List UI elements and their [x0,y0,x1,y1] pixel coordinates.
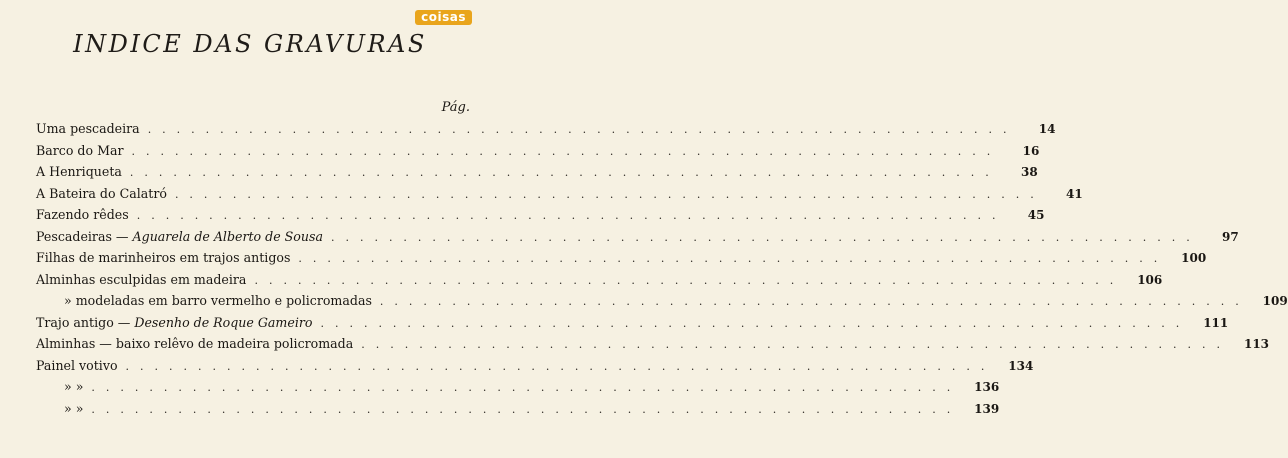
entry-text: Alminhas esculpidas em madeira [36,271,247,287]
page-number: 97 [1222,229,1239,244]
entry-title [36,121,140,136]
dot-leader: ............................................................ [379,295,1250,308]
page-number: 134 [1008,358,1034,373]
entry-text: Pescadeiras — [36,228,133,244]
entry-text: A Bateira do Calatró [36,185,167,201]
dot-leader: ............................................................ [330,230,1201,244]
page-title: INDICE DAS GRAVURAS [73,30,427,58]
list-item [36,207,1045,229]
entry-title [36,229,323,244]
list-item [36,336,1270,358]
dot-leader: ............................................................ [91,402,962,416]
dot-leader: ............................................................ [91,381,962,394]
page-number: 38 [1020,165,1038,179]
entry-text: » » [64,400,84,416]
entry-title [36,315,312,330]
entry-text: Alminhas — baixo relêvo de madeira policromada [36,336,354,351]
list-item [36,142,1040,165]
dot-leader: ............................................................ [131,144,1002,158]
entry-credit: Aguarela de Alberto de Sousa [132,228,323,244]
entry-text: Barco do Mar [36,142,124,158]
list-item [36,400,1000,423]
page-number: 111 [1203,315,1229,330]
entry-title [36,164,122,179]
entry-title [36,358,118,373]
list-item [36,185,1083,208]
entry-title [36,143,124,158]
entry-title [36,401,83,416]
list-item [36,250,1207,272]
entry-title [36,293,372,308]
dot-leader: ............................................................ [254,273,1125,287]
illustrations-list [36,121,1288,422]
dot-leader: ............................................................ [125,359,996,373]
dot-leader: ............................................................ [174,187,1045,201]
dot-leader: ............................................................ [320,316,1191,330]
dot-leader: ............................................................ [136,209,1007,222]
list-item [36,293,1288,315]
dot-leader: ............................................................ [298,252,1169,265]
entry-title [36,186,167,201]
entry-title [36,336,353,351]
list-item [36,228,1239,251]
entry-text: Uma pescadeira [36,121,140,136]
entry-text: Filhas de marinheiros em trajos antigos [36,250,291,265]
entry-text: A Henriqueta [36,164,122,179]
page-number: 100 [1181,251,1207,265]
entry-title [36,250,290,265]
entry-credit: Desenho de Roque Gameiro [134,314,313,330]
entry-title [36,207,129,222]
entry-text: Painel votivo [36,357,118,373]
page-number: 139 [974,401,1000,416]
list-item [36,357,1034,380]
page-number: 136 [974,380,1000,394]
dot-leader: ............................................................ [361,338,1232,351]
list-item [36,121,1056,143]
entry-text: Fazendo rêdes [36,207,129,222]
page-column-header: Pág. [441,100,470,115]
page-number: 113 [1243,337,1270,351]
dot-leader: ............................................................ [129,166,1000,179]
page-number: 16 [1022,143,1040,158]
entry-title [36,272,246,287]
entry-text: Trajo antigo — [36,314,135,330]
page-number: 14 [1038,122,1056,136]
entry-text: » modeladas em barro vermelho e policromadas [64,293,372,308]
list-item [36,314,1229,337]
entry-title [36,379,83,394]
page-number: 106 [1137,272,1163,287]
list-item [36,164,1038,186]
dot-leader: ............................................................ [147,123,1018,136]
page-number: 45 [1027,208,1045,222]
page-number: 41 [1066,186,1083,201]
list-item [36,379,1000,401]
page-number: 109 [1262,294,1288,308]
entry-text: » » [64,379,84,394]
watermark-logo: coisas [415,10,472,25]
list-item [36,271,1163,294]
